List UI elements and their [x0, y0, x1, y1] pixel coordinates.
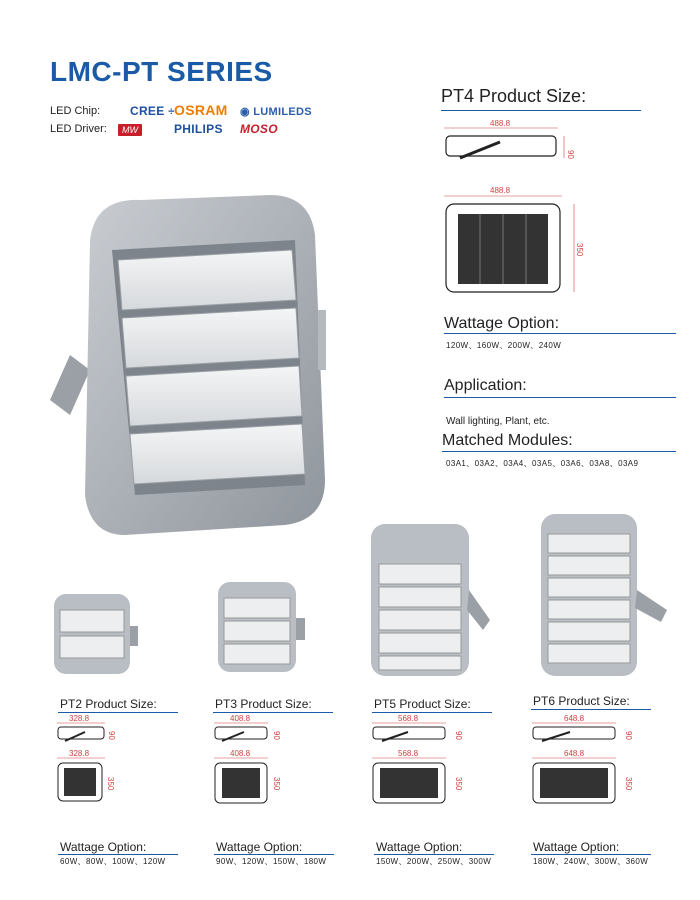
pt2-dimension-drawing [55, 715, 125, 805]
pt4-height-front-label: 350 [575, 243, 584, 257]
pt5-heading-rule [372, 712, 492, 713]
pt6-height-front-label: 350 [624, 777, 633, 791]
moso-logo: MOSO [240, 122, 278, 136]
pt3-width-side-label: 408.8 [230, 715, 251, 723]
application-text: Wall lighting, Plant, etc. [446, 416, 550, 427]
pt2-width-side-label: 328.8 [69, 715, 90, 723]
lumileds-logo: ◉ LUMILEDS [240, 106, 312, 118]
osram-logo: OSRAM [174, 102, 228, 118]
pt5-wattage-options: 150W、200W、250W、300W [376, 857, 492, 866]
pt3-wattage-rule [214, 854, 334, 855]
modules-rule [442, 451, 676, 452]
pt6-wattage-rule [531, 854, 651, 855]
pt3-size-heading: PT3 Product Size: [215, 697, 312, 711]
pt5-dimension-drawing [370, 715, 470, 810]
pt2-wattage-options: 60W、80W、100W、120W [60, 857, 166, 866]
pt5-width-front-label: 568.8 [398, 749, 419, 758]
pt2-size-heading: PT2 Product Size: [60, 697, 157, 711]
pt4-width-side-label: 488.8 [490, 119, 511, 128]
pt6-wattage-options: 180W、240W、300W、360W [533, 857, 649, 866]
pt4-product-photo [40, 190, 340, 535]
pt4-wattage-rule [444, 333, 676, 334]
led-driver-label: LED Driver: [50, 123, 107, 135]
pt3-product-photo [212, 578, 307, 678]
pt5-height-side-label: 90 [454, 731, 463, 740]
modules-list: 03A1、03A2、03A4、03A5、03A6、03A8、03A9 [446, 459, 639, 468]
led-chip-label: LED Chip: [50, 105, 101, 117]
pt4-dimension-drawing [440, 118, 590, 298]
pt6-width-front-label: 648.8 [564, 749, 585, 758]
pt5-height-front-label: 350 [454, 777, 463, 791]
pt3-height-front-label: 350 [272, 777, 281, 791]
pt6-product-photo [535, 510, 675, 680]
pt4-size-heading: PT4 Product Size: [441, 86, 587, 106]
pt2-wattage-heading: Wattage Option: [60, 840, 147, 854]
modules-heading: Matched Modules: [442, 432, 573, 449]
pt6-dimension-drawing [530, 715, 640, 810]
pt3-heading-rule [213, 712, 333, 713]
pt6-width-side-label: 648.8 [564, 715, 585, 723]
pt2-height-front-label: 350 [106, 777, 115, 791]
pt2-width-front-label: 328.8 [69, 749, 90, 758]
pt3-width-front-label: 408.8 [230, 749, 251, 758]
page-title: LMC-PT SERIES [50, 56, 273, 87]
application-rule [444, 397, 676, 398]
pt3-height-side-label: 90 [272, 731, 281, 740]
pt5-wattage-heading: Wattage Option: [376, 840, 463, 854]
pt6-heading-rule [531, 709, 651, 710]
cree-logo: CREE ÷ [130, 104, 175, 118]
pt5-size-heading: PT5 Product Size: [374, 697, 471, 711]
pt2-product-photo [50, 590, 140, 680]
pt4-wattage-options: 120W、160W、200W、240W [446, 341, 562, 350]
pt2-heading-rule [58, 712, 178, 713]
pt5-width-side-label: 568.8 [398, 715, 419, 723]
pt4-height-side-label: 90 [566, 150, 575, 159]
application-heading: Application: [444, 377, 527, 394]
philips-logo: PHILIPS [174, 122, 223, 136]
meanwell-logo: MW [118, 120, 142, 138]
pt3-wattage-options: 90W、120W、150W、180W [216, 857, 327, 866]
pt4-wattage-heading: Wattage Option: [444, 315, 560, 332]
pt2-wattage-rule [58, 854, 178, 855]
pt4-width-front-label: 488.8 [490, 186, 511, 195]
pt6-size-heading: PT6 Product Size: [533, 694, 630, 708]
pt5-wattage-rule [374, 854, 494, 855]
pt3-wattage-heading: Wattage Option: [216, 840, 303, 854]
pt6-wattage-heading: Wattage Option: [533, 840, 620, 854]
pt6-height-side-label: 90 [624, 731, 633, 740]
pt5-product-photo [365, 520, 495, 680]
pt2-height-side-label: 90 [107, 731, 116, 740]
pt3-dimension-drawing [212, 715, 292, 810]
pt4-heading-rule [441, 110, 641, 111]
